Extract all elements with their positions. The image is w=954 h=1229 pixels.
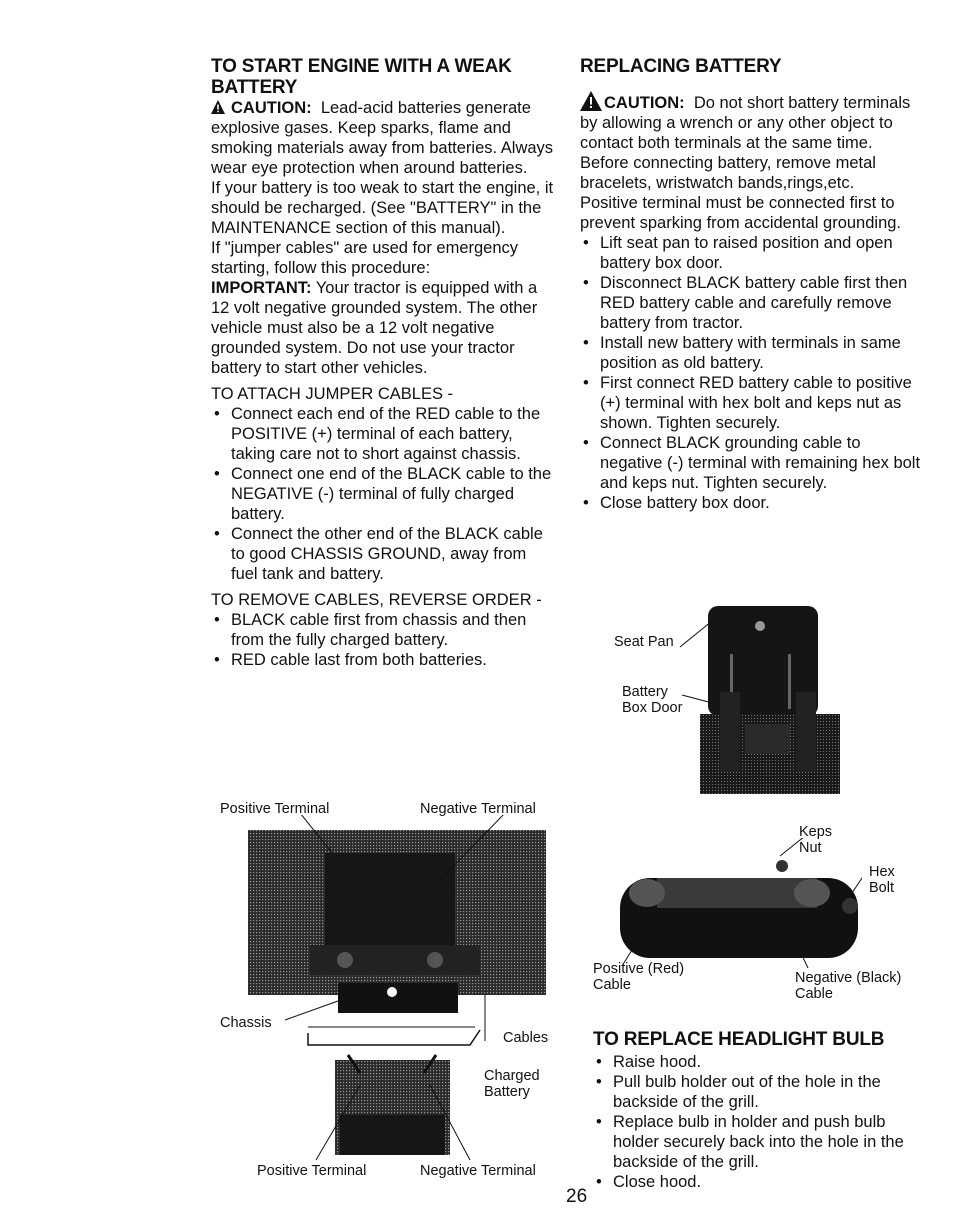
right-column bbox=[580, 56, 925, 513]
keps-nut-label: Keps Nut bbox=[799, 824, 833, 856]
list-item: • Close battery box door. bbox=[580, 493, 925, 513]
remove-list bbox=[211, 610, 556, 670]
list-item: • RED cable last from both batteries. bbox=[211, 650, 556, 670]
list-item: • Connect each end of the RED cable to the POSITIVE (+) terminal of each battery, taking care not to short against chassis. bbox=[211, 404, 556, 464]
left-column bbox=[211, 56, 556, 670]
list-item: • Install new battery with terminals in same position as old battery. bbox=[580, 333, 925, 373]
negative-terminal-top-label: Negative Terminal bbox=[420, 801, 536, 817]
important-label: IMPORTANT: bbox=[211, 279, 312, 297]
negative-terminal-bottom-label: Negative Terminal bbox=[420, 1163, 536, 1179]
attach-list bbox=[211, 404, 556, 584]
caution-label: CAUTION: bbox=[231, 99, 312, 117]
positive-red-cable-label: Positive (Red) Cable bbox=[593, 961, 685, 993]
charged-battery-label: Charged Battery bbox=[484, 1068, 540, 1100]
positive-terminal-top-label: Positive Terminal bbox=[220, 801, 330, 817]
cables-label: Cables bbox=[503, 1030, 549, 1046]
list-item: • Connect one end of the BLACK cable to the NEGATIVE (-) terminal of fully charged battery. bbox=[211, 464, 556, 524]
caution-text: Do not short battery terminals by allowing a wrench or any other object to contact both terminals at the same time. Before connecting battery, remove metal bracelets, wristwatch bands,rings,etc. bbox=[580, 94, 911, 192]
important-text: Your tractor is equipped with a 12 volt negative grounded system. The other vehicle must also be a 12 volt negative grounded system. Do not use your tractor battery to start other vehicles. bbox=[211, 279, 538, 377]
positive-terminal-bottom-label: Positive Terminal bbox=[257, 1163, 367, 1179]
replacing-list bbox=[580, 233, 925, 513]
jumper-cables-paragraph: If "jumper cables" are used for emergency starting, follow this procedure: bbox=[211, 239, 519, 277]
seat-pan-leader-lines bbox=[660, 615, 730, 715]
list-item: • Connect BLACK grounding cable to negative (-) terminal with remaining hex bolt and keps nut. Tighten securely. bbox=[580, 433, 925, 493]
list-item: • Close hood. bbox=[593, 1172, 923, 1192]
caution-label: CAUTION: bbox=[604, 94, 685, 112]
list-item: • Raise hood. bbox=[593, 1052, 923, 1072]
seat-pan-label: Seat Pan bbox=[614, 634, 674, 650]
battery-terminal-illustration bbox=[612, 838, 862, 968]
list-item: • Connect the other end of the BLACK cable to good CHASSIS GROUND, away from fuel tank and battery. bbox=[211, 524, 556, 584]
warning-icon bbox=[211, 100, 225, 114]
warning-icon bbox=[580, 91, 602, 111]
negative-black-cable-label: Negative (Black) Cable bbox=[795, 970, 902, 1002]
list-item: • BLACK cable first from chassis and then from the fully charged battery. bbox=[211, 610, 556, 650]
hex-bolt-label: Hex Bolt bbox=[869, 864, 895, 896]
list-item: • First connect RED battery cable to positive (+) terminal with hex bolt and keps nut as shown. Tighten securely. bbox=[580, 373, 925, 433]
headlight-heading: TO REPLACE HEADLIGHT BULB bbox=[593, 1029, 885, 1050]
positive-first-paragraph: Positive terminal must be connected first to prevent sparking from accidental grounding. bbox=[580, 194, 902, 232]
page-number: 26 bbox=[566, 1186, 588, 1207]
caution-text: Lead-acid batteries generate explosive gases. Keep sparks, flame and smoking materials away from batteries. Always wear eye protection when around batteries. bbox=[211, 99, 554, 177]
list-item: • Lift seat pan to raised position and open battery box door. bbox=[580, 233, 925, 273]
important-paragraph bbox=[211, 278, 556, 378]
list-item: • Replace bulb in holder and push bulb holder securely back into the hole in the backside of the grill. bbox=[593, 1112, 923, 1172]
headlight-section bbox=[593, 1029, 923, 1192]
weak-battery-heading: TO START ENGINE WITH A WEAK BATTERY bbox=[211, 56, 512, 98]
list-item: • Disconnect BLACK battery cable first then RED battery cable and carefully remove battery from tractor. bbox=[580, 273, 925, 333]
jumper-cable-illustration bbox=[220, 815, 560, 1175]
battery-box-door-label: Battery Box Door bbox=[622, 684, 683, 716]
chassis-label: Chassis bbox=[220, 1015, 272, 1031]
replacing-battery-heading: REPLACING BATTERY bbox=[580, 56, 782, 77]
recharge-paragraph: If your battery is too weak to start the engine, it should be recharged. (See "BATTERY" in the MAINTENANCE section of this manual). bbox=[211, 179, 554, 237]
attach-heading: TO ATTACH JUMPER CABLES - bbox=[211, 385, 454, 403]
weak-battery-caution bbox=[211, 98, 556, 178]
list-item: • Pull bulb holder out of the hole in the backside of the grill. bbox=[593, 1072, 923, 1112]
replacing-caution bbox=[580, 91, 925, 193]
remove-heading: TO REMOVE CABLES, REVERSE ORDER - bbox=[211, 591, 542, 609]
headlight-list bbox=[593, 1052, 923, 1192]
